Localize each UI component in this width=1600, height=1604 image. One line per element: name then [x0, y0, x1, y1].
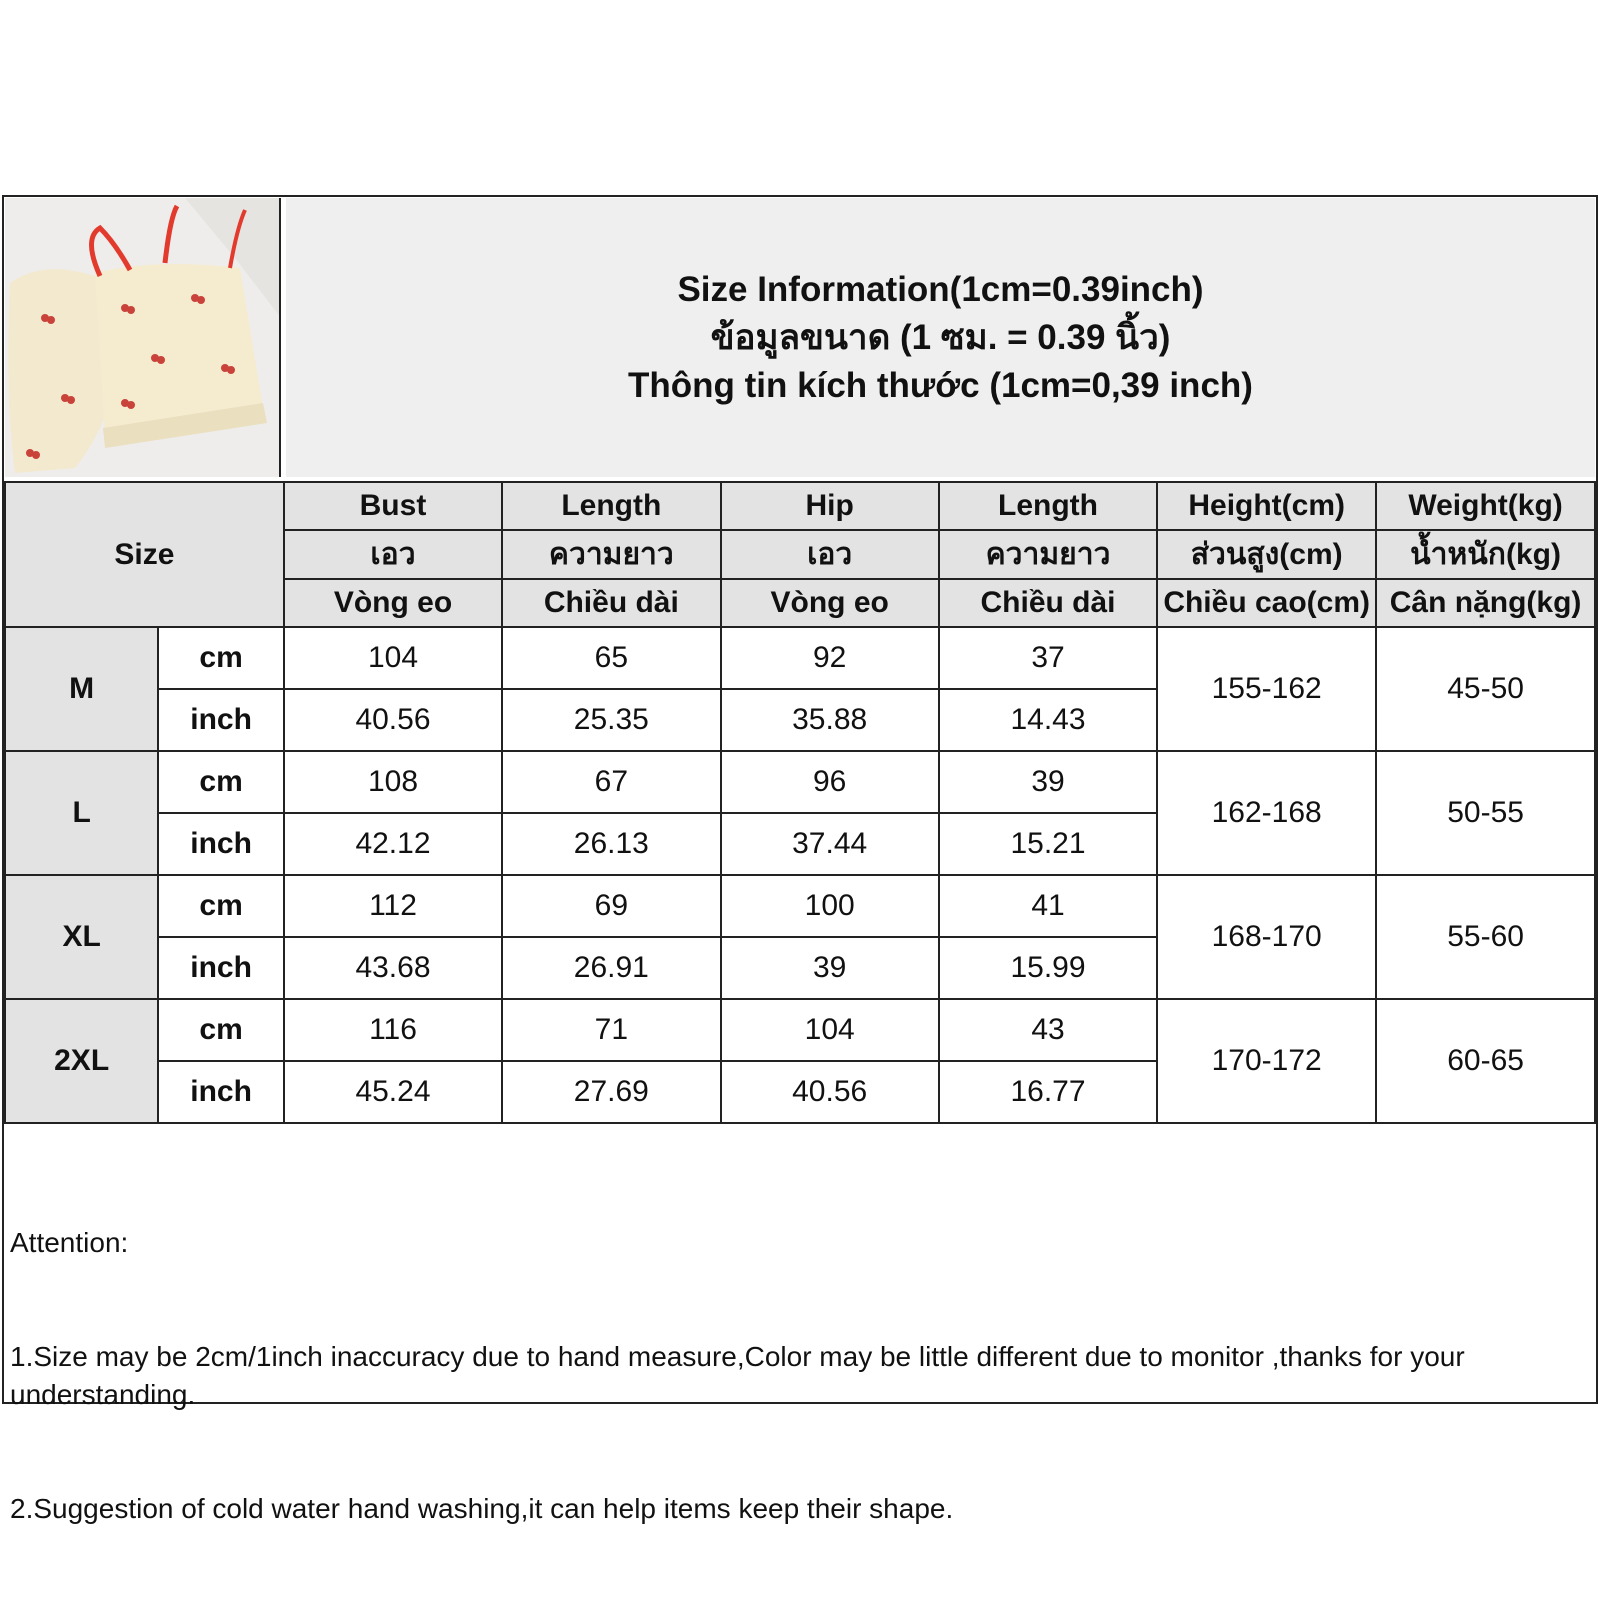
table-cell: 104 [721, 999, 939, 1061]
table-cell: 37.44 [721, 813, 939, 875]
unit-label: inch [158, 937, 284, 999]
table-cell: 40.56 [284, 689, 502, 751]
table-cell: 26.13 [502, 813, 720, 875]
table-cell: 37 [939, 627, 1157, 689]
unit-label: inch [158, 689, 284, 751]
product-photo [5, 198, 281, 477]
col-bust-en: Bust [284, 482, 502, 530]
size-chart-sheet [2, 195, 1598, 1524]
col-length-en: Length [502, 482, 720, 530]
size-info-title [286, 198, 1595, 477]
attention-notes [10, 1148, 1590, 1604]
height-range: 168-170 [1157, 875, 1376, 999]
unit-label: cm [158, 999, 284, 1061]
table-cell: 15.21 [939, 813, 1157, 875]
col-hip-vi: Vòng eo [721, 579, 939, 627]
size-column-header: Size [5, 482, 284, 627]
col-height-vi: Chiều cao(cm) [1157, 579, 1376, 627]
table-cell: 39 [721, 937, 939, 999]
col-length-vi: Chiều dài [502, 579, 720, 627]
title-vietnamese: Thông tin kích thước (1cm=0,39 inch) [628, 365, 1253, 405]
col-length-th: ความยาว [502, 530, 720, 579]
table-cell: 27.69 [502, 1061, 720, 1123]
weight-range: 50-55 [1376, 751, 1595, 875]
col-hip-en: Hip [721, 482, 939, 530]
table-cell: 40.56 [721, 1061, 939, 1123]
table-cell: 45.24 [284, 1061, 502, 1123]
table-row [5, 875, 1595, 937]
table-cell: 100 [721, 875, 939, 937]
table-cell: 41 [939, 875, 1157, 937]
weight-range: 60-65 [1376, 999, 1595, 1123]
col-length2-vi: Chiều dài [939, 579, 1157, 627]
table-cell: 104 [284, 627, 502, 689]
header-row-en [5, 482, 1595, 530]
table-cell: 65 [502, 627, 720, 689]
table-cell: 69 [502, 875, 720, 937]
col-hip-th: เอว [721, 530, 939, 579]
table-cell: 14.43 [939, 689, 1157, 751]
table-cell: 96 [721, 751, 939, 813]
size-label: M [5, 627, 158, 751]
title-thai: ข้อมูลขนาด (1 ซม. = 0.39 นิ้ว) [710, 317, 1171, 357]
unit-label: inch [158, 813, 284, 875]
size-label: XL [5, 875, 158, 999]
col-weight-vi: Cân nặng(kg) [1376, 579, 1595, 627]
table-row [5, 999, 1595, 1061]
col-height-th: ส่วนสูง(cm) [1157, 530, 1376, 579]
table-cell: 43 [939, 999, 1157, 1061]
table-cell: 92 [721, 627, 939, 689]
table-row [5, 627, 1595, 689]
table-cell: 16.77 [939, 1061, 1157, 1123]
col-bust-th: เอว [284, 530, 502, 579]
table-cell: 39 [939, 751, 1157, 813]
height-range: 170-172 [1157, 999, 1376, 1123]
height-range: 155-162 [1157, 627, 1376, 751]
size-table [4, 481, 1596, 1124]
col-weight-th: น้ำหนัก(kg) [1376, 530, 1595, 579]
notes-heading: Attention: [10, 1227, 129, 1258]
table-cell: 71 [502, 999, 720, 1061]
col-height-en: Height(cm) [1157, 482, 1376, 530]
table-cell: 43.68 [284, 937, 502, 999]
col-weight-en: Weight(kg) [1376, 482, 1595, 530]
table-cell: 26.91 [502, 937, 720, 999]
product-image-icon [5, 198, 281, 477]
unit-label: cm [158, 751, 284, 813]
col-length2-th: ความยาว [939, 530, 1157, 579]
size-label: 2XL [5, 999, 158, 1123]
notes-line-2: 2.Suggestion of cold water hand washing,it can help items keep their shape. [10, 1493, 954, 1524]
table-cell: 112 [284, 875, 502, 937]
unit-label: cm [158, 875, 284, 937]
col-length2-en: Length [939, 482, 1157, 530]
unit-label: inch [158, 1061, 284, 1123]
notes-line-1: 1.Size may be 2cm/1inch inaccuracy due to hand measure,Color may be little different due to monitor ,thanks for your understanding. [10, 1341, 1473, 1410]
col-bust-vi: Vòng eo [284, 579, 502, 627]
table-cell: 35.88 [721, 689, 939, 751]
height-range: 162-168 [1157, 751, 1376, 875]
table-cell: 25.35 [502, 689, 720, 751]
table-cell: 15.99 [939, 937, 1157, 999]
table-cell: 42.12 [284, 813, 502, 875]
title-english: Size Information(1cm=0.39inch) [677, 269, 1204, 309]
table-cell: 108 [284, 751, 502, 813]
weight-range: 45-50 [1376, 627, 1595, 751]
size-label: L [5, 751, 158, 875]
unit-label: cm [158, 627, 284, 689]
table-cell: 67 [502, 751, 720, 813]
table-row [5, 751, 1595, 813]
weight-range: 55-60 [1376, 875, 1595, 999]
table-cell: 116 [284, 999, 502, 1061]
